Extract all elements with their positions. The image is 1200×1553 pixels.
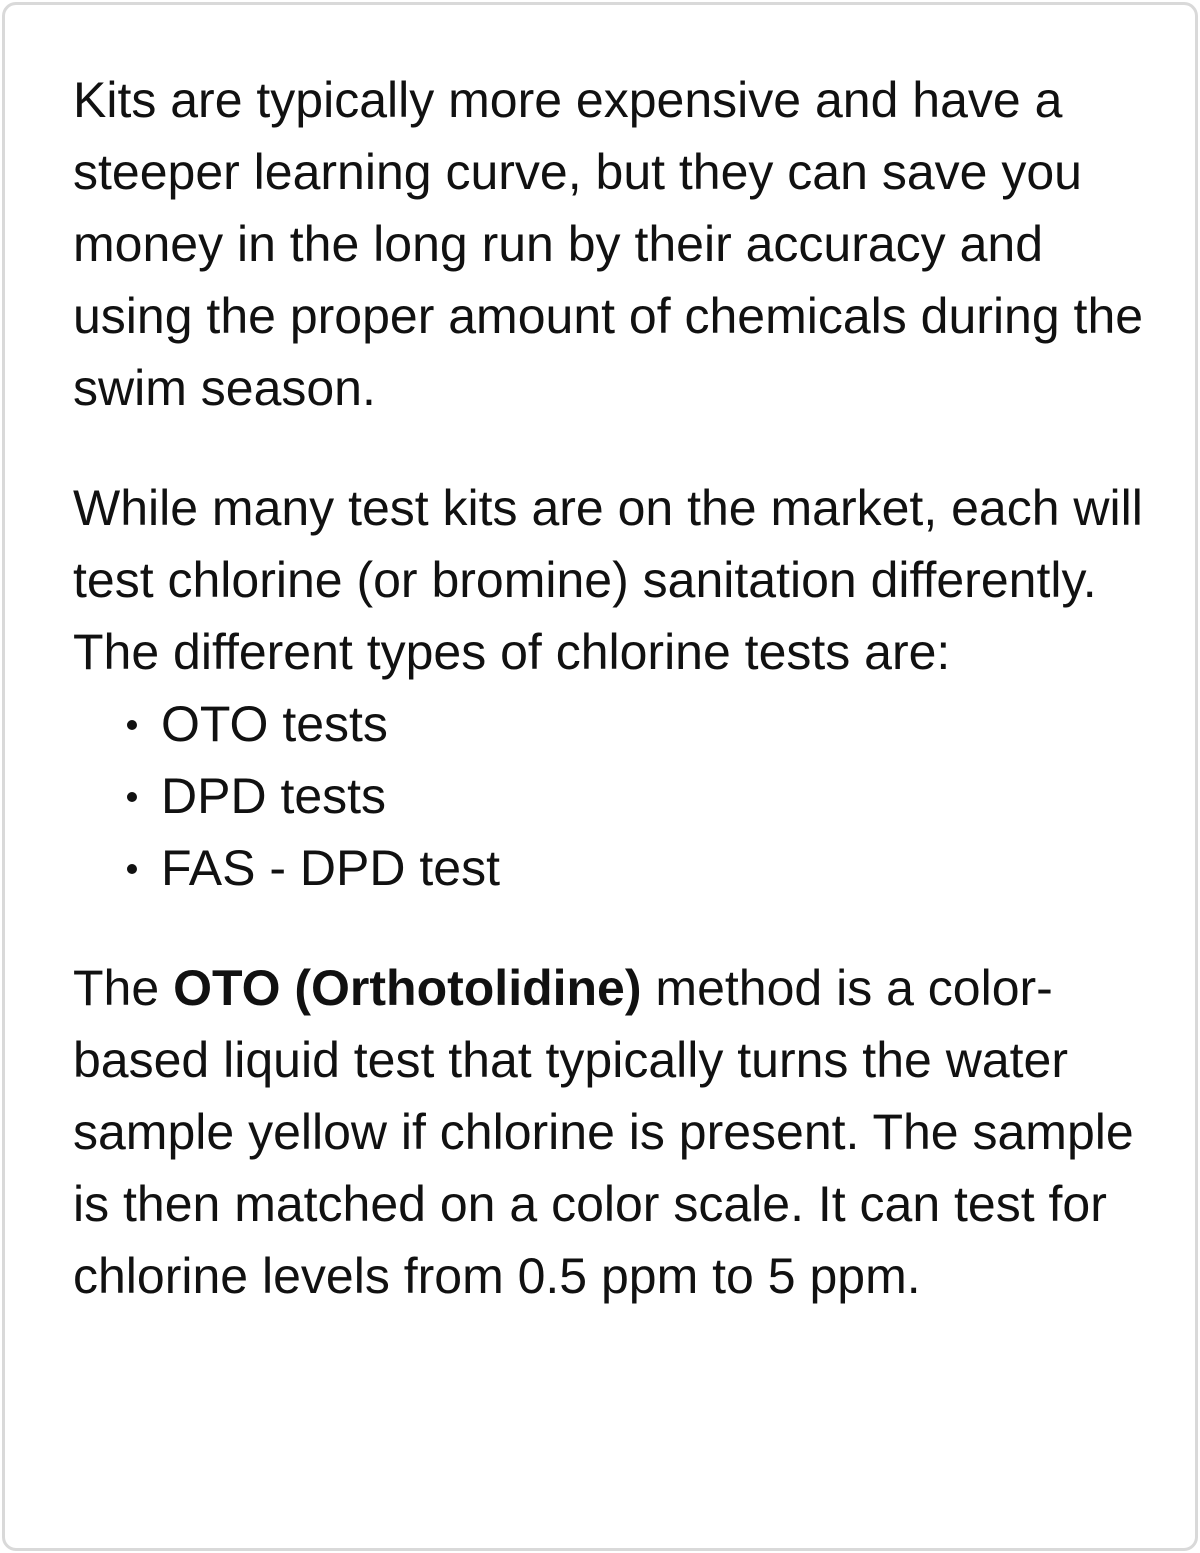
list-item-label: FAS - DPD test [161, 840, 500, 896]
bullet-icon [127, 864, 137, 874]
content-card [2, 2, 1198, 1551]
list-item [161, 760, 1153, 832]
article-body [73, 64, 1153, 1312]
list-item [161, 688, 1153, 760]
oto-description: method is a color-based liquid test that typically turns the water sample yellow if chlorine is present. The sample is then matched on a color scale. It can test for chlorine levels from 0.5 ppm to 5 ppm. [73, 960, 1134, 1304]
list-item-label: OTO tests [161, 696, 388, 752]
bullet-icon [127, 720, 137, 730]
paragraph-test-kits-intro: While many test kits are on the market, each will test chlorine (or bromine) sanitation differently. The different types of chlorine tests are: [73, 480, 1143, 680]
list-item [161, 832, 1153, 904]
paragraph-kits-cost: Kits are typically more expensive and have a steeper learning curve, but they can save you money in the long run by their accuracy and using the proper amount of chemicals during the swim season. [73, 72, 1144, 416]
chlorine-test-types-list [73, 688, 1153, 904]
paragraph-oto-method [73, 952, 1153, 1312]
oto-prefix: The [73, 960, 174, 1016]
oto-method-name: OTO (Orthotolidine) [173, 960, 642, 1016]
bullet-icon [127, 792, 137, 802]
list-item-label: DPD tests [161, 768, 387, 824]
